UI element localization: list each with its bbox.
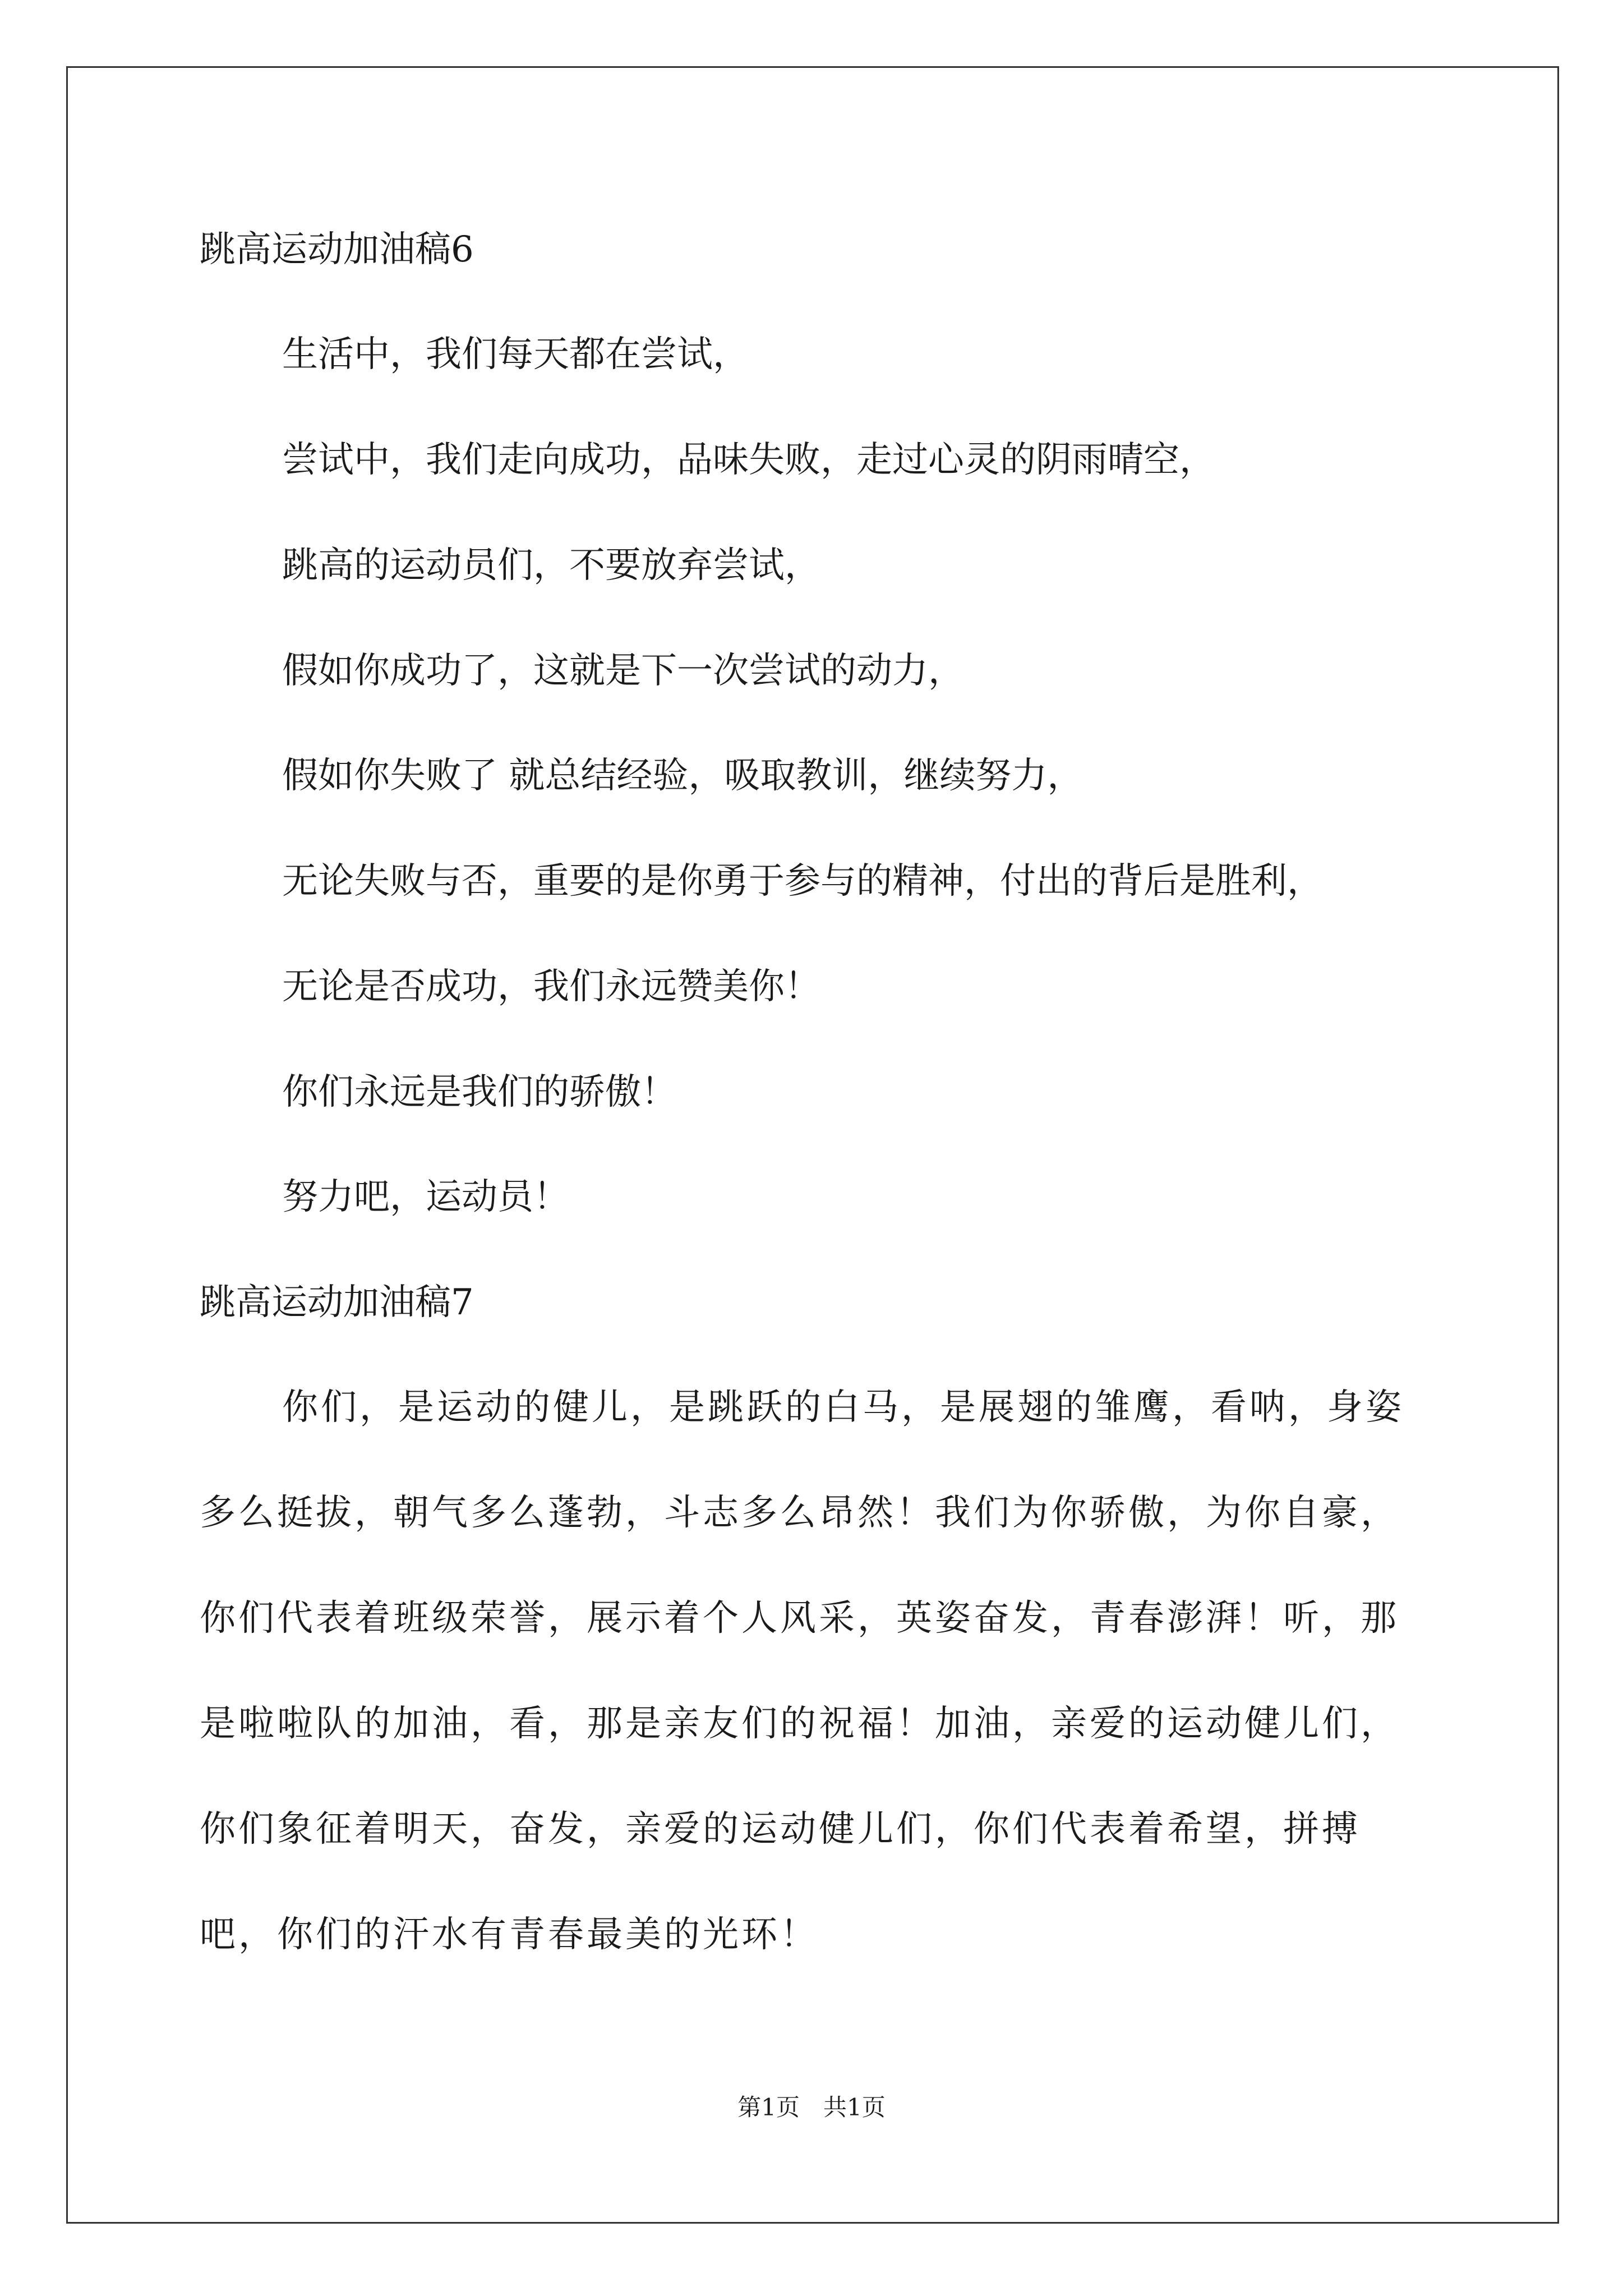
section-6-line-8: 你们永远是我们的骄傲！ bbox=[282, 1071, 677, 1113]
section-6-line-7: 无论是否成功，我们永远赞美你！ bbox=[282, 966, 820, 1007]
section-6-line-2: 尝试中，我们走向成功，品味失败，走过心灵的阴雨晴空， bbox=[282, 439, 1215, 481]
section-7-paragraph: 你们，是运动的健儿，是跳跃的白马，是展翅的雏鹰，看呐，身姿多么挺拔，朝气多么蓬勃，斗志多么昂然！我们为你骄傲，为你自豪，你们代表着班级荣誉，展示着个人风采，英姿奋发，青春澎湃！听，那是啦啦队的加油，看，那是亲友们的祝福！加油，亲爱的运动健儿们，你们象征着明天，奋发，亲爱的运动健儿们，你们代表着希望，拼搏吧，你们的汗水有青春最美的光环！ bbox=[200, 1387, 1404, 1955]
section-6-line-4: 假如你成功了，这就是下一次尝试的动力， bbox=[282, 650, 964, 692]
section-6-line-9: 努力吧，运动员！ bbox=[282, 1176, 569, 1218]
section-6-line-5: 假如你失败了 就总结经验，吸取教训，继续努力， bbox=[282, 755, 1083, 797]
section-7-heading: 跳高运动加油稿7 bbox=[200, 1282, 474, 1323]
section-6-heading: 跳高运动加油稿6 bbox=[200, 229, 474, 270]
section-6-line-3: 跳高的运动员们，不要放弃尝试， bbox=[282, 545, 820, 586]
page-footer: 第1页 共1页 bbox=[737, 2093, 886, 2121]
section-6-line-1: 生活中，我们每天都在尝试， bbox=[282, 334, 749, 375]
section-6-line-6: 无论失败与否，重要的是你勇于参与的精神，付出的背后是胜利， bbox=[282, 861, 1323, 902]
